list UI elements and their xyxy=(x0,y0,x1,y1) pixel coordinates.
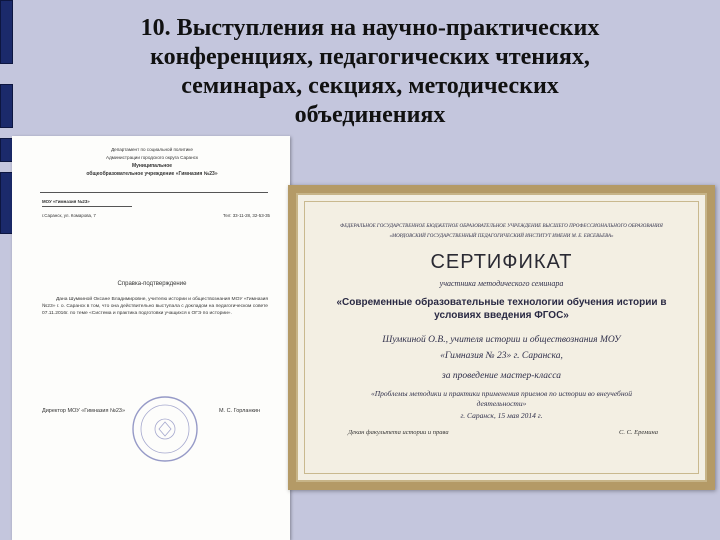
letter-header-line: общеобразовательное учреждение «Гимназия №23» xyxy=(86,171,218,177)
certificate-recipient: Шумкиной О.В., учителя истории и обществознания МОУ xyxy=(382,335,621,345)
slide-title-line: объединениях xyxy=(294,102,446,128)
letter-signer-role: Директор МОУ «Гимназия №23» xyxy=(42,408,126,414)
certificate-sign-role: Декан факультета истории и права xyxy=(348,429,449,436)
slide-title-line: конференциях, педагогических чтениях, xyxy=(150,44,590,70)
certificate-sign-name: С. С. Еремина xyxy=(619,429,658,436)
seminar-title-line: «Современные образовательные технологии обучения истории в xyxy=(336,297,667,308)
letter-address: г.Саранск, ул. Комарова, 7 xyxy=(42,213,96,218)
certificate-seminar-title xyxy=(308,296,695,322)
letter-phone: Тел: 33-11-28, 32-53-35 xyxy=(223,213,270,218)
letter-divider xyxy=(40,192,268,193)
certificate-signature-row xyxy=(348,429,658,436)
slide-title-line: семинарах, секциях, методических xyxy=(181,73,559,99)
slide-title-line: 10. Выступления на научно-практических xyxy=(140,15,600,41)
letter-body: Дана Шумкиной Оксане Владимировне, учителю истории и обществознания МОУ «Гимназия №23» г. о. Саранск в том, что она действительно выступала с докладом на педагогическом совете 07.11.2016г. по теме «Система и практика подготовки учащихся к ОГЭ по истории». xyxy=(42,297,268,317)
letter-signature-row xyxy=(42,408,268,414)
certificate-place-date: г. Саранск, 15 мая 2014 г. xyxy=(460,411,543,420)
certificate-participant-label: участника методического семинара xyxy=(439,279,564,288)
letter-header xyxy=(52,146,252,178)
certificate-topic-line: «Проблемы методики и практики применения приемов по истории во внеучебной xyxy=(370,389,633,398)
certificate xyxy=(288,185,715,490)
certificate-topic-line: деятельности» xyxy=(476,399,527,408)
reference-letter xyxy=(12,136,290,540)
letter-doc-title: Справка-подтверждение xyxy=(117,281,187,287)
certificate-recipient-school: «Гимназия № 23» г. Саранска, xyxy=(440,351,563,361)
certificate-org-line: «МОРДОВСКИЙ ГОСУДАРСТВЕННЫЙ ПЕДАГОГИЧЕСКИЙ ИНСТИТУТ ИМЕНИ М. Е. ЕВСЕВЬЕВА» xyxy=(389,234,614,239)
official-stamp-icon xyxy=(130,394,200,464)
letter-school-name: МОУ «Гимназия №23» xyxy=(42,199,90,204)
letter-address-row xyxy=(42,212,270,219)
seminar-title-line: условиях введения ФГОС» xyxy=(434,310,569,321)
certificate-topic xyxy=(308,389,695,409)
slide-title xyxy=(60,14,680,130)
certificate-heading: СЕРТИФИКАТ xyxy=(430,251,573,273)
certificate-action: за проведение мастер-класса xyxy=(442,371,561,381)
letter-header-line: Администрации городского округа Саранск xyxy=(106,155,198,160)
letter-signer-name: М. С. Горланкин xyxy=(218,408,260,414)
letter-header-line: Муниципальное xyxy=(131,163,173,169)
letter-underline xyxy=(42,206,132,207)
letter-header-line: Департамент по социальной политике xyxy=(111,147,193,152)
certificate-org-line: ФЕДЕРАЛЬНОЕ ГОСУДАРСТВЕННОЕ БЮДЖЕТНОЕ ОБРАЗОВАТЕЛЬНОЕ УЧРЕЖДЕНИЕ ВЫСШЕГО ПРОФЕССИОНАЛЬНОГО ОБРАЗОВАНИЯ xyxy=(340,224,663,229)
